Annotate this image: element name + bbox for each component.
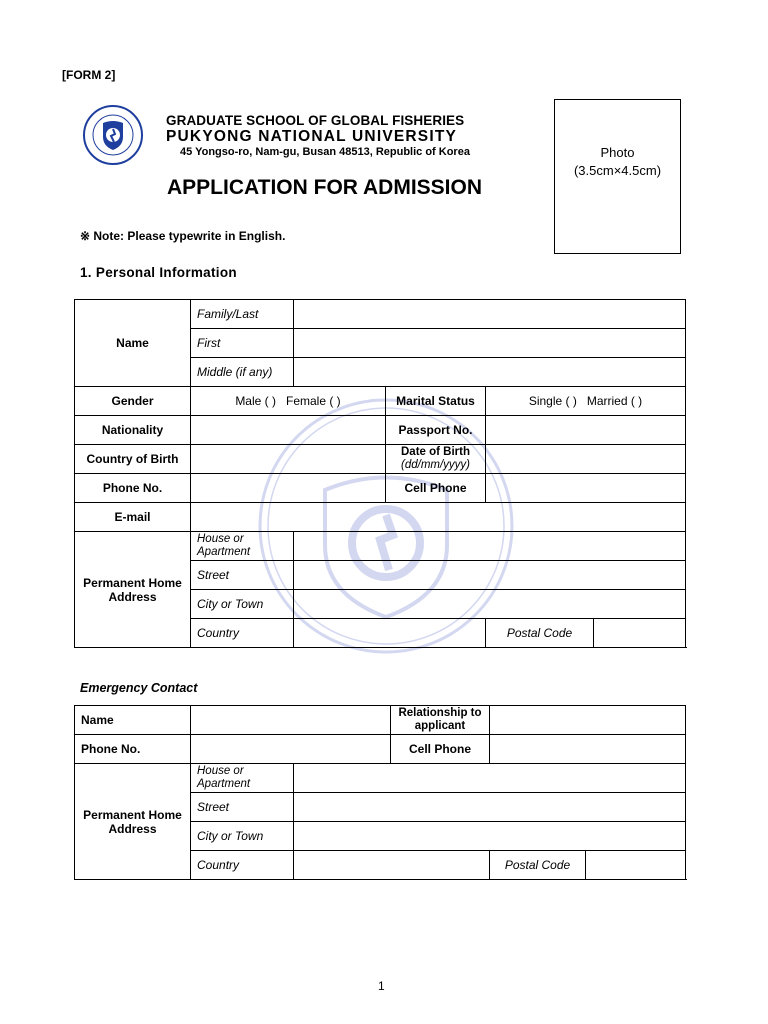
nationality-field[interactable] (191, 416, 386, 445)
first-name-label: First (191, 329, 294, 358)
relationship-label: Relationship to applicant (391, 706, 490, 735)
postal-code-field[interactable] (594, 619, 686, 648)
phone-field[interactable] (191, 474, 386, 503)
postal-code-label: Postal Code (486, 619, 594, 648)
city-field[interactable] (294, 590, 686, 619)
email-label: E-mail (75, 503, 191, 532)
date-of-birth-field[interactable] (486, 445, 686, 474)
nationality-label: Nationality (75, 416, 191, 445)
first-name-field[interactable] (294, 329, 686, 358)
emergency-postal-code-label: Postal Code (490, 851, 586, 880)
photo-label: Photo (600, 144, 635, 160)
passport-field[interactable] (486, 416, 686, 445)
home-address-label: Permanent Home Address (75, 532, 191, 648)
university-address: 45 Yongso-ro, Nam-gu, Busan 48513, Republic of Korea (180, 146, 470, 158)
emergency-phone-field[interactable] (191, 735, 391, 764)
photo-box[interactable] (554, 99, 681, 254)
gender-label: Gender (75, 387, 191, 416)
country-of-birth-label: Country of Birth (75, 445, 191, 474)
passport-label: Passport No. (386, 416, 486, 445)
emergency-phone-label: Phone No. (75, 735, 191, 764)
emergency-name-label: Name (75, 706, 191, 735)
marital-status-options[interactable]: Single ( ) Married ( ) (486, 387, 686, 416)
emergency-address-label: Permanent Home Address (75, 764, 191, 880)
emergency-cell-label: Cell Phone (391, 735, 490, 764)
emergency-cell-field[interactable] (490, 735, 686, 764)
country-label: Country (191, 619, 294, 648)
middle-name-field[interactable] (294, 358, 686, 387)
emergency-contact-title: Emergency Contact (80, 681, 198, 695)
country-field[interactable] (294, 619, 486, 648)
emergency-street-label: Street (191, 793, 294, 822)
emergency-name-field[interactable] (191, 706, 391, 735)
typewrite-note: ※ Note: Please typewrite in English. (80, 229, 286, 243)
family-name-label: Family/Last (191, 300, 294, 329)
street-field[interactable] (294, 561, 686, 590)
street-label: Street (191, 561, 294, 590)
emergency-country-label: Country (191, 851, 294, 880)
middle-name-label: Middle (if any) (191, 358, 294, 387)
page-number: 1 (378, 979, 385, 993)
emergency-house-field[interactable] (294, 764, 686, 793)
cell-phone-label: Cell Phone (386, 474, 486, 503)
relationship-field[interactable] (490, 706, 686, 735)
cell-phone-field[interactable] (486, 474, 686, 503)
emergency-city-label: City or Town (191, 822, 294, 851)
form-number: [FORM 2] (62, 68, 116, 82)
email-field[interactable] (191, 503, 686, 532)
personal-info-table (74, 299, 686, 648)
emergency-postal-code-field[interactable] (586, 851, 686, 880)
university-name: PUKYONG NATIONAL UNIVERSITY (166, 128, 458, 145)
school-name: GRADUATE SCHOOL OF GLOBAL FISHERIES (166, 113, 465, 128)
date-of-birth-format: (dd/mm/yyyy) (401, 459, 470, 471)
emergency-country-field[interactable] (294, 851, 490, 880)
university-logo (82, 104, 144, 166)
country-of-birth-field[interactable] (191, 445, 386, 474)
family-name-field[interactable] (294, 300, 686, 329)
marital-status-label: Marital Status (386, 387, 486, 416)
emergency-street-field[interactable] (294, 793, 686, 822)
photo-size: (3.5cm×4.5cm) (573, 162, 662, 178)
house-label: House or Apartment (191, 532, 294, 561)
phone-label: Phone No. (75, 474, 191, 503)
page-title: APPLICATION FOR ADMISSION (167, 176, 482, 199)
date-of-birth-text: Date of Birth (401, 446, 470, 458)
date-of-birth-label (386, 445, 486, 474)
emergency-house-label: House or Apartment (191, 764, 294, 793)
section-personal-title: 1. Personal Information (80, 265, 237, 280)
name-label: Name (75, 300, 191, 387)
emergency-contact-table (74, 705, 686, 880)
house-field[interactable] (294, 532, 686, 561)
city-label: City or Town (191, 590, 294, 619)
emergency-city-field[interactable] (294, 822, 686, 851)
gender-options[interactable]: Male ( ) Female ( ) (191, 387, 386, 416)
